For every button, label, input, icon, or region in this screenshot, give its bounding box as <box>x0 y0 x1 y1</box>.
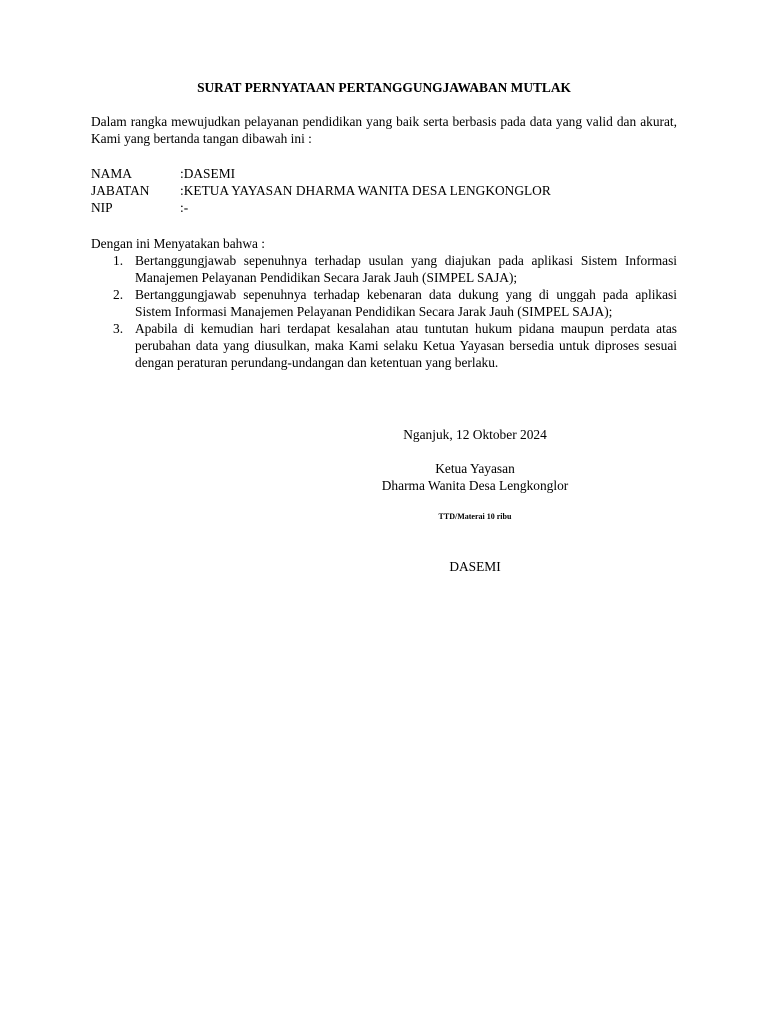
signature-position: Ketua Yayasan <box>435 461 515 476</box>
document-title: SURAT PERNYATAAN PERTANGGUNGJAWABAN MUTLAK <box>197 80 571 95</box>
statement-lead: Dengan ini Menyatakan bahwa : <box>91 236 266 251</box>
identity-row-position <box>91 182 677 199</box>
identity-value: :DASEMI <box>180 166 236 181</box>
identity-key: JABATAN <box>91 183 150 198</box>
signature-name: DASEMI <box>449 559 501 574</box>
list-item <box>91 252 677 286</box>
identity-block <box>91 165 677 216</box>
list-item-text: Bertanggungjawab sepenuhnya terhadap usulan yang diajukan pada aplikasi Sistem Informasi Manajemen Pelayanan Pendidikan Secara Jarak Jauh (SIMPEL SAJA); <box>135 253 677 285</box>
list-item-text: Apabila di kemudian hari terdapat kesalahan atau tuntutan hukum pidana maupun perdata atas perubahan data yang diusulkan, maka Kami selaku Ketua Yayasan bersedia untuk diproses sesuai dengan peraturan perundang-undangan dan ketentuan yang berlaku. <box>135 321 677 370</box>
identity-value: :KETUA YAYASAN DHARMA WANITA DESA LENGKONGLOR <box>180 183 551 198</box>
list-item-number: 2. <box>113 287 124 302</box>
identity-key: NAMA <box>91 166 132 181</box>
statement-block <box>91 235 677 371</box>
signature-organization: Dharma Wanita Desa Lengkonglor <box>381 478 569 493</box>
identity-row-name <box>91 165 677 182</box>
list-item-number: 1. <box>113 253 124 268</box>
identity-value: :- <box>180 200 189 215</box>
intro-paragraph: Dalam rangka mewujudkan pelayanan pendidikan yang baik serta berbasis pada data yang valid dan akurat, Kami yang bertanda tangan dibawah ini : <box>91 114 677 146</box>
list-item-number: 3. <box>113 321 124 336</box>
signature-stamp-note: TTD/Materai 10 ribu <box>438 512 512 521</box>
list-item-text: Bertanggungjawab sepenuhnya terhadap kebenaran data dukung yang di unggah pada aplikasi Sistem Informasi Manajemen Pelayanan Pendidikan Secara Jarak Jauh (SIMPEL SAJA); <box>135 287 677 319</box>
list-item <box>91 286 677 320</box>
identity-row-nip <box>91 199 677 216</box>
signature-place-date: Nganjuk, 12 Oktober 2024 <box>403 427 547 442</box>
list-item <box>91 320 677 371</box>
statement-list <box>91 252 677 371</box>
identity-key: NIP <box>91 200 113 215</box>
